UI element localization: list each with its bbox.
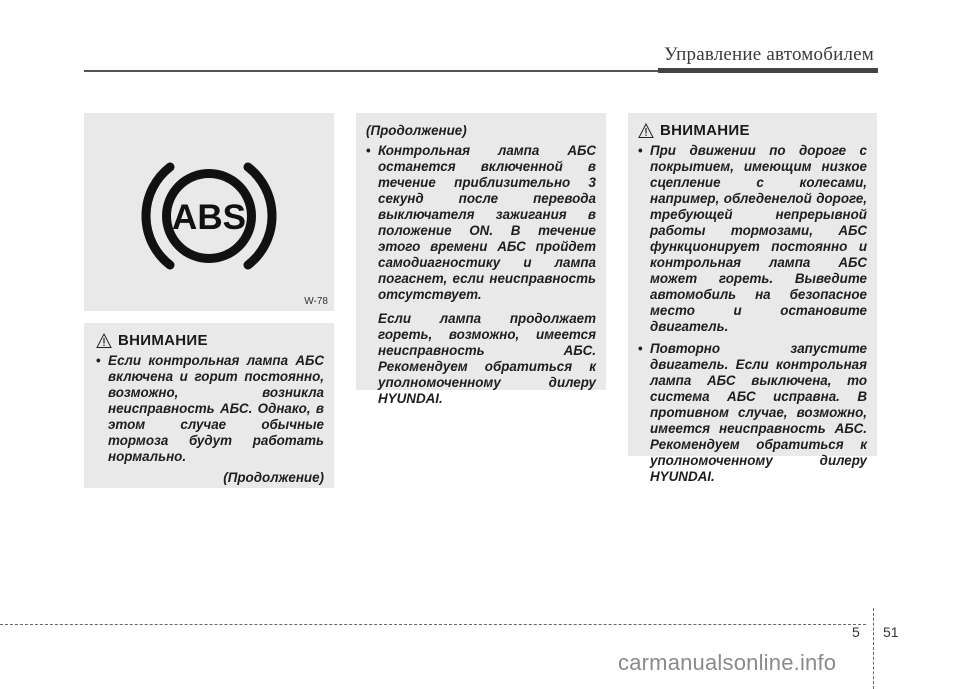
watermark: carmanualsonline.info <box>618 650 837 675</box>
warning-heading <box>638 123 867 139</box>
figure-code: W-78 <box>304 296 328 307</box>
warning-heading <box>96 333 324 349</box>
chapter-number: 5 <box>852 624 860 640</box>
warning-heading-text: ВНИМАНИЕ <box>660 122 750 139</box>
warning-heading-text: ВНИМАНИЕ <box>118 332 208 349</box>
list-item: • При движении по дороге с покрытием, имеющим низкое сцепление с колесами, например, обледенелой дороге, требующей непрерывной работы тормозами, АБС функционирует постоянно и контрольная лампа АБС может гореть. Выведите автомобиль на безопасное место и остановите двигатель. <box>638 143 867 335</box>
continued-label: (Продолжение) <box>366 123 467 138</box>
list-item: • Контрольная лампа АБС останется включенной в течение приблизительно 3 секунд после перевода выключателя зажигания в положение ON. В течение этого времени АБС пройдет самодиагностику и лампа погаснет, если неисправность отсутствует. <box>366 143 596 303</box>
list-item: • Повторно запустите двигатель. Если контрольная лампа АБС выключена, то система АБС исправна. В противном случае, возможно, имеется неисправность АБС. Рекомендуем обратиться к уполномоченному дилеру HYUNDAI. <box>638 341 867 485</box>
continued-label: (Продолжение) <box>223 470 324 485</box>
list-item: • Если контрольная лампа АБС включена и горит постоянно, возможно, возникла неисправность АБС. Однако, в этом случае обычные тормоза будут работать нормально. <box>96 353 324 465</box>
page-header-title: Управление автомобилем <box>664 44 874 65</box>
abs-warning-lamp-icon <box>84 113 334 311</box>
continued-panel <box>356 113 606 406</box>
footer-divider <box>873 608 874 689</box>
abs-lamp-figure <box>84 113 334 311</box>
warning-panel-abs-on <box>84 323 334 488</box>
warning-triangle-icon <box>638 123 654 139</box>
abs-lamp-text: ABS <box>172 198 246 237</box>
page-number: 51 <box>883 624 899 640</box>
paragraph: Если лампа продолжает гореть, возможно, имеется неисправность АБС. Рекомендуем обратиться к уполномоченному дилеру HYUNDAI. <box>378 311 596 406</box>
warning-triangle-icon <box>96 333 112 349</box>
warning-panel-slippery-road <box>628 113 877 484</box>
header-rule-accent <box>658 68 878 73</box>
footer-rule <box>0 624 866 625</box>
